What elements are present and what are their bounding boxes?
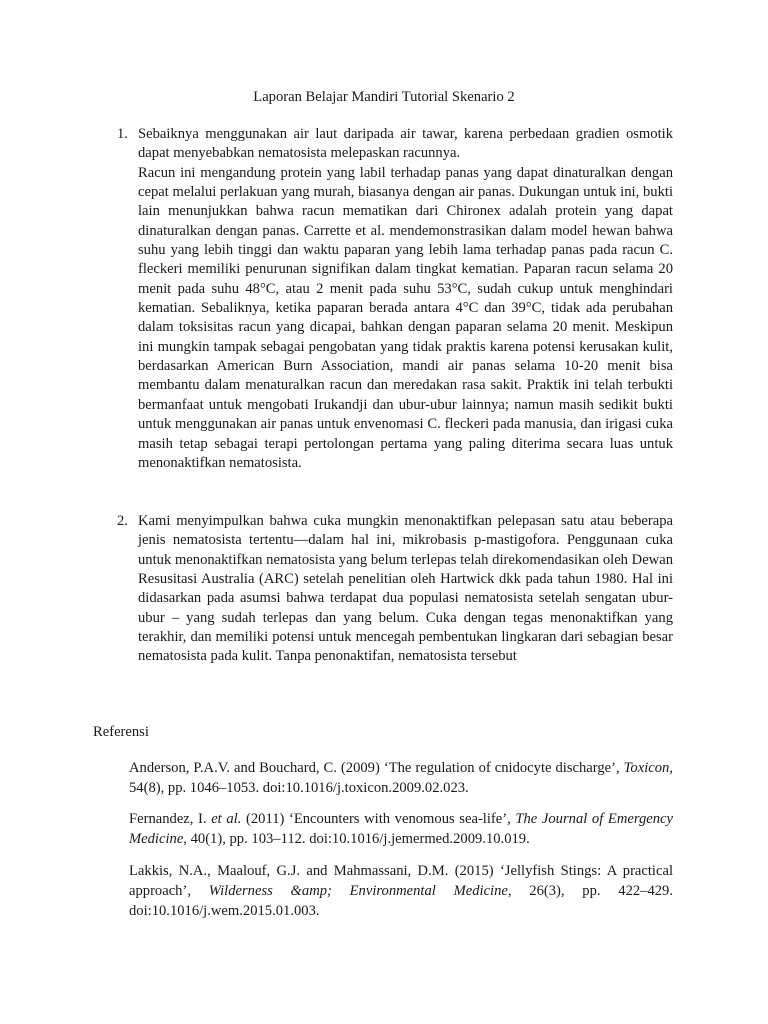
reference-part: Anderson, P.A.V. and Bouchard, C. (2009) ‘The regulation of cnidocyte discharge’,	[129, 760, 624, 776]
reference-part: , 26(3), pp. 422–429. doi:10.1016/j.wem.2015.01.003.	[129, 882, 673, 919]
reference-text	[129, 810, 673, 850]
paragraph: Sebaiknya menggunakan air laut daripada air tawar, karena perbedaan gradien osmotik dapat menyebabkan nematosista melepaskan racunnya.	[138, 126, 673, 162]
reference-part: , 54(8), pp. 1046–1053. doi:10.1016/j.toxicon.2009.02.023.	[129, 760, 673, 796]
journal-name: Wilderness &amp; Environmental Medicine	[208, 882, 508, 899]
reference-italic: et al.	[211, 811, 242, 827]
list-item	[117, 125, 673, 473]
document-title: Laporan Belajar Mandiri Tutorial Skenario 2	[253, 89, 515, 105]
paragraph: Racun ini mengandung protein yang labil terhadap panas yang dapat dinaturalkan dengan cepat melalui perlakuan yang murah, biasanya dengan air panas. Dukungan untuk ini, bukti lain menunjukkan bahwa racun mematikan dari Chironex adalah protein yang dapat dinaturalkan dengan panas. Carrette et al. mendemonstrasikan dalam model hewan bahwa suhu yang lebih tinggi dan waktu paparan yang lebih lama terhadap panas pada racun C. fleckeri memiliki penurunan signifikan dalam tingkat kematian. Paparan racun selama 20 menit pada suhu 48°C, atau 2 menit pada suhu 53°C, sudah cukup untuk menghindari kematian. Sebaliknya, ketika paparan berada antara 4°C dan 39°C, tidak ada perubahan dalam toksisitas racun yang dicapai, bahkan dengan paparan selama 20 menit. Meskipun ini mungkin tampak sebagai pengobatan yang tidak praktis karena potensi kerusakan kulit, berdasarkan American Burn Association, mandi air panas selama 10-20 menit bisa membantu dalam menaturalkan racun dan meredakan rasa sakit. Praktik ini telah terbukti bermanfaat untuk mengobati Irukandji dan ubur-ubur lainnya; namun masih sedikit bukti untuk menggunakan air panas untuk envenomasi C. fleckeri pada manusia, dan irigasi cuka masih tetap sebagai terapi pertolongan pertama yang paling diterima secara luas untuk menonaktifkan nematosista.	[138, 164, 673, 471]
reference-entry	[129, 862, 673, 921]
reference-text	[129, 759, 673, 799]
reference-entry	[129, 759, 673, 799]
list-item-number: 2.	[117, 513, 128, 529]
list-item-number: 1.	[117, 126, 128, 142]
list-item	[117, 512, 673, 667]
reference-part: (2011) ‘Encounters with venomous sea-life’,	[241, 811, 516, 827]
reference-part: Lakkis, N.A., Maalouf, G.J. and Mahmassani, D.M. (2015) ‘Jellyfish Stings: A practical approach’,	[129, 863, 673, 899]
journal-name: Toxicon	[623, 760, 670, 776]
reference-part: Fernandez, I.	[129, 811, 212, 827]
reference-part: , 40(1), pp. 103–112. doi:10.1016/j.jemermed.2009.10.019.	[183, 830, 530, 847]
references-heading: Referensi	[93, 724, 149, 740]
paragraph: Kami menyimpulkan bahwa cuka mungkin menonaktifkan pelepasan satu atau beberapa jenis nematosista tertentu—dalam hal ini, mikrobasis p-mastigofora. Penggunaan cuka untuk menonaktifkan nematosista yang belum terlepas telah direkomendasikan oleh Dewan Resusitasi Australia (ARC) setelah penelitian oleh Hartwick dkk pada tahun 1980. Hal ini didasarkan pada asumsi bahwa terdapat dua populasi nematosista setelah sengatan ubur-ubur – yang sudah terlepas dan yang belum. Cuka dengan tegas menonaktifkan yang terakhir, dan memiliki potensi untuk mencegah pembentukan lingkaran dari sebagian besar nematosista pada kulit. Tanpa penonaktifan, nematosista tersebut	[138, 513, 673, 665]
reference-text	[129, 862, 673, 921]
reference-entry	[129, 810, 673, 850]
journal-name: The Journal of Emergency Medicine	[129, 811, 674, 847]
